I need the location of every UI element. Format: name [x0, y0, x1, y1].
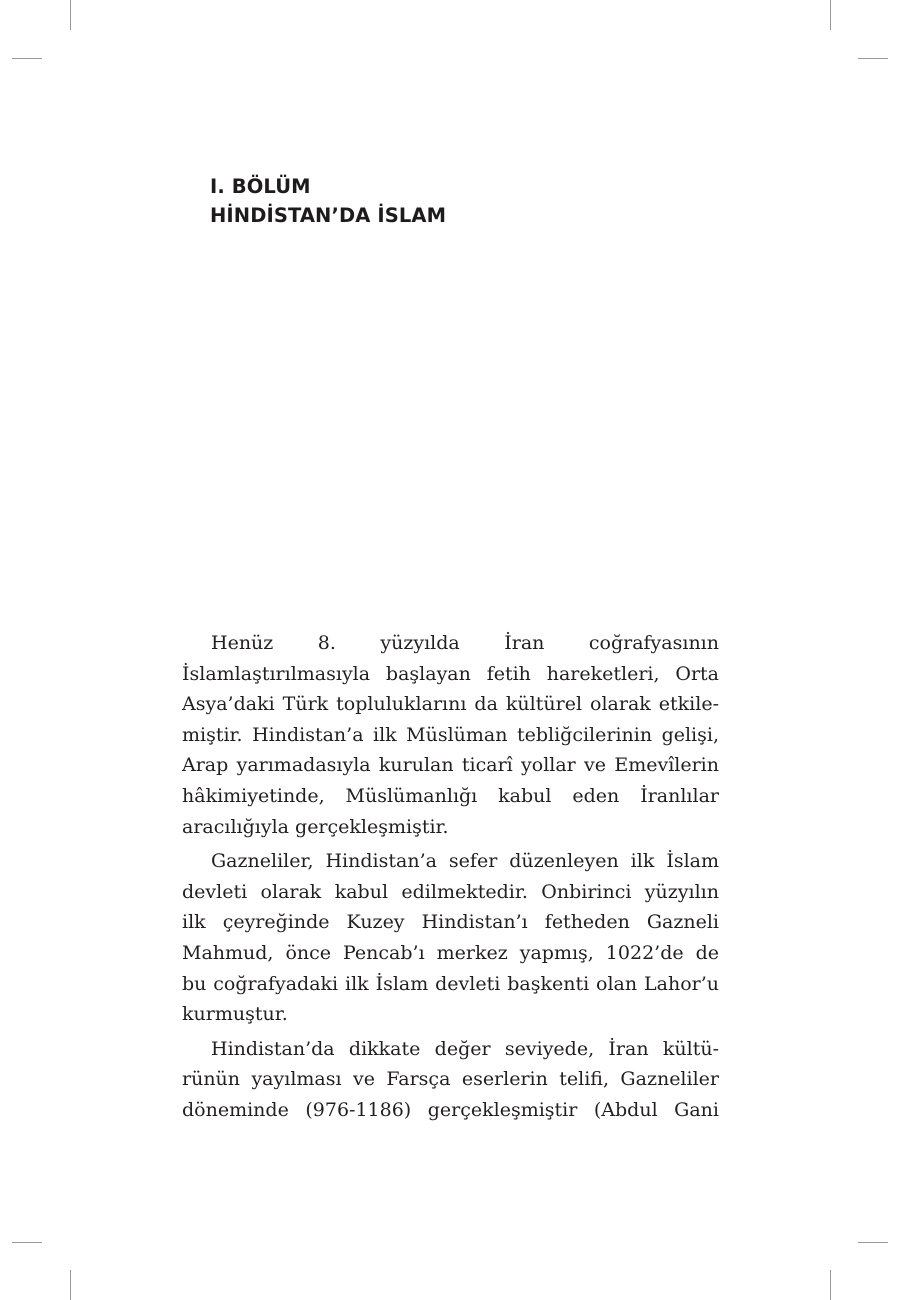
- paragraph-3: [182, 1034, 719, 1126]
- crop-mark-right-top: [858, 58, 888, 59]
- crop-mark-bottom-right: [830, 1270, 831, 1300]
- text-line: Gazneliler, Hindistan’a sefer düzenleyen ilk İslam: [211, 850, 719, 873]
- text-line: Henüz 8. yüzyılda İran coğrafyasının: [211, 632, 719, 654]
- text-line: Asya’daki Türk topluluklarını da kültürel olarak etkile-: [182, 693, 719, 716]
- crop-mark-left-bottom: [12, 1242, 42, 1243]
- text-line: Arap yarımadasıyla kurulan ticarî yollar ve Emevîlerin: [182, 754, 719, 777]
- text-line: kurmuştur.: [182, 1003, 288, 1026]
- chapter-heading: [210, 172, 446, 230]
- text-line: aracılığıyla gerçekleşmiştir.: [182, 815, 449, 838]
- crop-mark-top-left: [70, 0, 71, 30]
- crop-mark-bottom-left: [70, 1270, 71, 1300]
- text-line: rünün yayılması ve Farsça eserlerin telifi, Gazneliler: [182, 1068, 719, 1091]
- body-text: [182, 628, 719, 1130]
- text-line: Hindistan’da dikkate değer seviyede, İran kültü-: [211, 1037, 719, 1060]
- chapter-number: I. BÖLÜM: [210, 175, 311, 198]
- chapter-title: HİNDİSTAN’DA İSLAM: [210, 204, 447, 227]
- text-line: miştir. Hindistan’a ilk Müslüman tebliğcilerinin gelişi,: [182, 723, 719, 746]
- crop-mark-right-bottom: [858, 1242, 888, 1243]
- text-line: Mahmud, önce Pencab’ı merkez yapmış, 1022’de de: [182, 941, 719, 964]
- crop-mark-top-right: [830, 0, 831, 30]
- text-line: devleti olarak kabul edilmektedir. Onbirinci yüzyılın: [182, 880, 719, 903]
- paragraph-1: [182, 628, 719, 842]
- text-line: İslamlaştırılmasıyla başlayan fetih hareketleri, Orta: [182, 662, 719, 685]
- text-line: ilk çeyreğinde Kuzey Hindistan’ı fetheden Gazneli: [182, 911, 719, 934]
- text-line: bu coğrafyadaki ilk İslam devleti başkenti olan Lahor’u: [182, 972, 719, 995]
- text-line: hâkimiyetinde, Müslümanlığı kabul eden İranlılar: [182, 784, 719, 807]
- paragraph-2: [182, 846, 719, 1030]
- text-line: döneminde (976-1186) gerçekleşmiştir (Abdul Gani: [182, 1098, 719, 1121]
- crop-mark-left-top: [12, 58, 42, 59]
